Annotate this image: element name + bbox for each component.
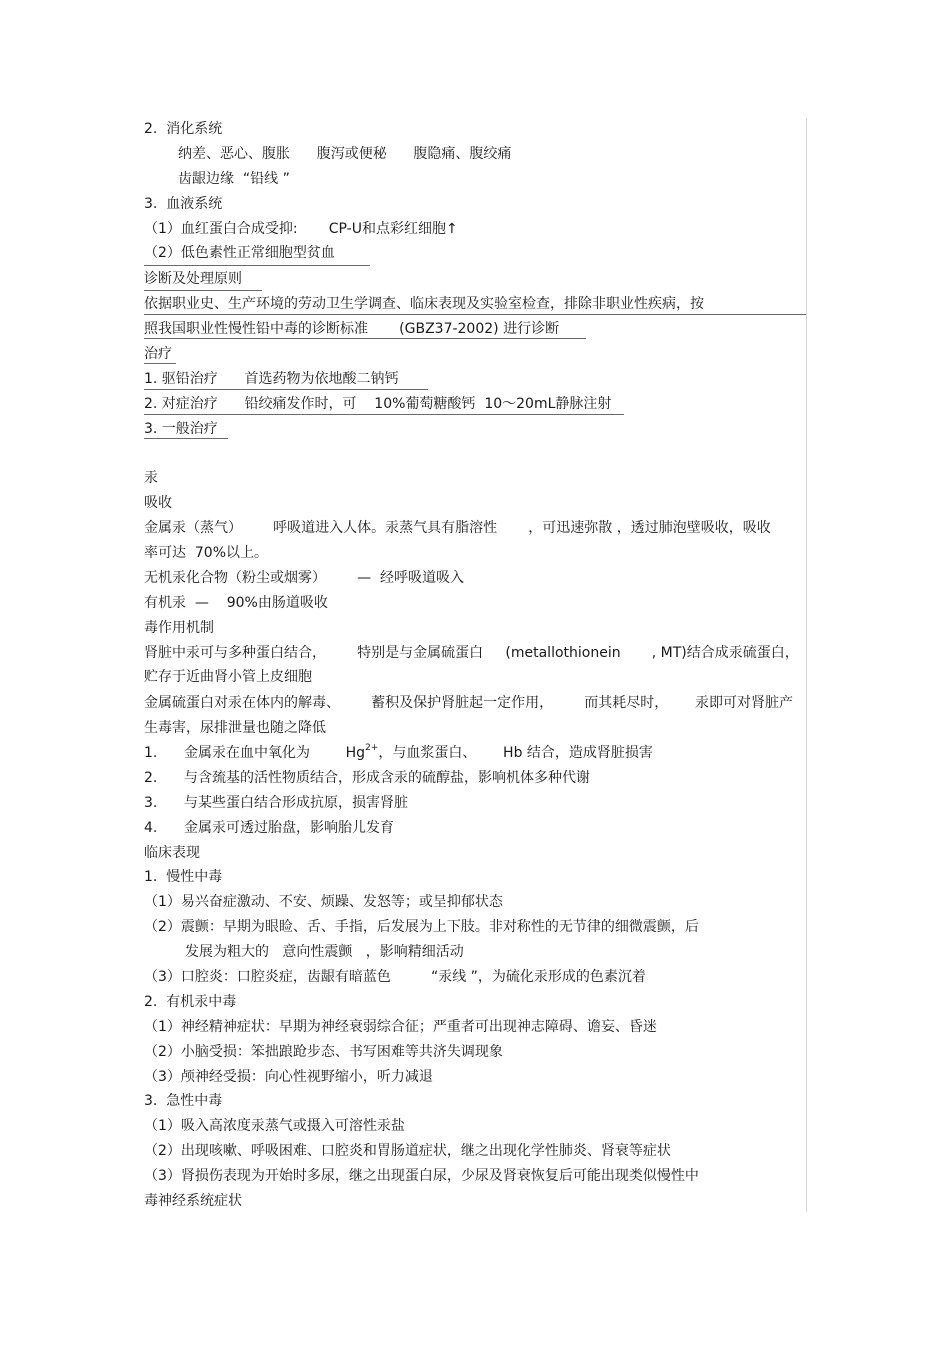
text-line: 肾脏中汞可与多种蛋白结合， 特别是与金属硫蛋白 (metallothionein , MT)结合成汞硫蛋白， xyxy=(144,645,799,661)
text-line: 1. 慢性中毒 xyxy=(144,869,223,885)
text-line: 1. 驱铅治疗 首选药物为依地酸二钠钙 xyxy=(144,371,399,387)
section-heading: 诊断及处理原则 xyxy=(144,271,242,287)
text-line: （2）低色素性正常细胞型贫血 xyxy=(144,245,335,261)
text-line: （1）易兴奋症激动、不安、烦躁、发怒等；或呈抑郁状态 xyxy=(144,894,503,910)
section-heading: 汞 xyxy=(144,470,158,486)
underline xyxy=(144,314,806,315)
underline xyxy=(144,338,586,339)
text-line: 依据职业史、生产环境的劳动卫生学调查、临床表现及实验室检查，排除非职业性疾病，按 xyxy=(144,296,704,312)
text-line: 纳差、恶心、腹胀 腹泻或便秘 腹隐痛、腹绞痛 xyxy=(178,146,512,162)
text-line: （1）血红蛋白合成受抑: CP-U和点彩红细胞↑ xyxy=(144,221,458,237)
text-line: 毒神经系统症状 xyxy=(144,1193,242,1209)
text-line: （3）颅神经受损：向心性视野缩小，听力减退 xyxy=(144,1069,433,1085)
text-line: 照我国职业性慢性铅中毒的诊断标准 (GBZ37-2002) 进行诊断 xyxy=(144,321,560,337)
text-line: 2. 消化系统 xyxy=(144,121,223,137)
text-line: 率可达 70%以上。 xyxy=(144,545,269,561)
text-line: 生毒害，尿排泄量也随之降低 xyxy=(144,720,326,736)
text-line: （3）口腔炎：口腔炎症，齿龈有暗蓝色 “汞线 ”，为硫化汞形成的色素沉着 xyxy=(144,969,646,985)
section-heading: 治疗 xyxy=(144,346,172,362)
text-line: （2）震颤：早期为眼睑、舌、手指，后发展为上下肢。非对称性的无节律的细微震颤，后 xyxy=(144,919,699,935)
text-line: 2. 对症治疗 铅绞痛发作时，可 10%葡萄糖酸钙 10～20mL静脉注射 xyxy=(144,396,612,412)
text-line: 2. 有机汞中毒 xyxy=(144,994,237,1010)
text-line: 3. 一般治疗 xyxy=(144,421,218,437)
section-heading: 临床表现 xyxy=(144,845,200,861)
underline xyxy=(144,363,176,364)
underline xyxy=(144,438,228,439)
underline xyxy=(144,290,262,291)
text-line: 金属硫蛋白对汞在体内的解毒、 蓄积及保护肾脏起一定作用， 而其耗尽时， 汞即可对肾脏产 xyxy=(144,695,794,711)
page-margin-rule xyxy=(806,118,807,1212)
text-line: 贮存于近曲肾小管上皮细胞 xyxy=(144,669,312,685)
text-line: 金属汞（蒸气） 呼吸道进入人体。汞蒸气具有脂溶性 ，可迅速弥散 ，透过肺泡壁吸收，吸收 xyxy=(144,520,771,536)
underline xyxy=(144,389,428,390)
text-line: 无机汞化合物（粉尘或烟雾） — 经呼吸道吸入 xyxy=(144,570,465,586)
text-line: （2）出现咳嗽、呼吸困难、口腔炎和胃肠道症状，继之出现化学性肺炎、肾衰等症状 xyxy=(144,1143,671,1159)
text-line: （1）吸入高浓度汞蒸气或摄入可溶性汞盐 xyxy=(144,1118,405,1134)
text-line: 3. 急性中毒 xyxy=(144,1093,223,1109)
text-line: 3. 与某些蛋白结合形成抗原，损害肾脏 xyxy=(144,795,409,811)
text-line: （2）小脑受损：笨拙踉跄步态、书写困难等共济失调现象 xyxy=(144,1044,503,1060)
text-line: 齿龈边缘 “铅线 ” xyxy=(178,171,290,187)
text-line: （3）肾损伤表现为开始时多尿，继之出现蛋白尿，少尿及肾衰恢复后可能出现类似慢性中 xyxy=(144,1168,699,1184)
text-line: 有机汞 — 90%由肠道吸收 xyxy=(144,595,328,611)
text-fragment: ，与血浆蛋白、 Hb 结合，造成肾脏损害 xyxy=(378,745,653,761)
underline xyxy=(144,414,624,415)
text-line: 2. 与含巯基的活性物质结合，形成含汞的硫醇盐，影响机体多种代谢 xyxy=(144,770,591,786)
text-line: （1）神经精神症状：早期为神经衰弱综合征；严重者可出现神志障碍、谵妄、昏迷 xyxy=(144,1019,657,1035)
section-heading: 毒作用机制 xyxy=(144,620,214,636)
section-heading: 吸收 xyxy=(144,495,172,511)
text-fragment: 1. 金属汞在血中氧化为 Hg xyxy=(144,745,366,761)
superscript: 2+ xyxy=(365,743,379,753)
underline xyxy=(144,265,370,266)
text-line: 发展为粗大的 意向性震颤 ，影响精细活动 xyxy=(185,944,464,960)
text-line xyxy=(144,744,653,764)
text-line: 4. 金属汞可透过胎盘，影响胎儿发育 xyxy=(144,820,395,836)
text-line: 3. 血液系统 xyxy=(144,196,223,212)
